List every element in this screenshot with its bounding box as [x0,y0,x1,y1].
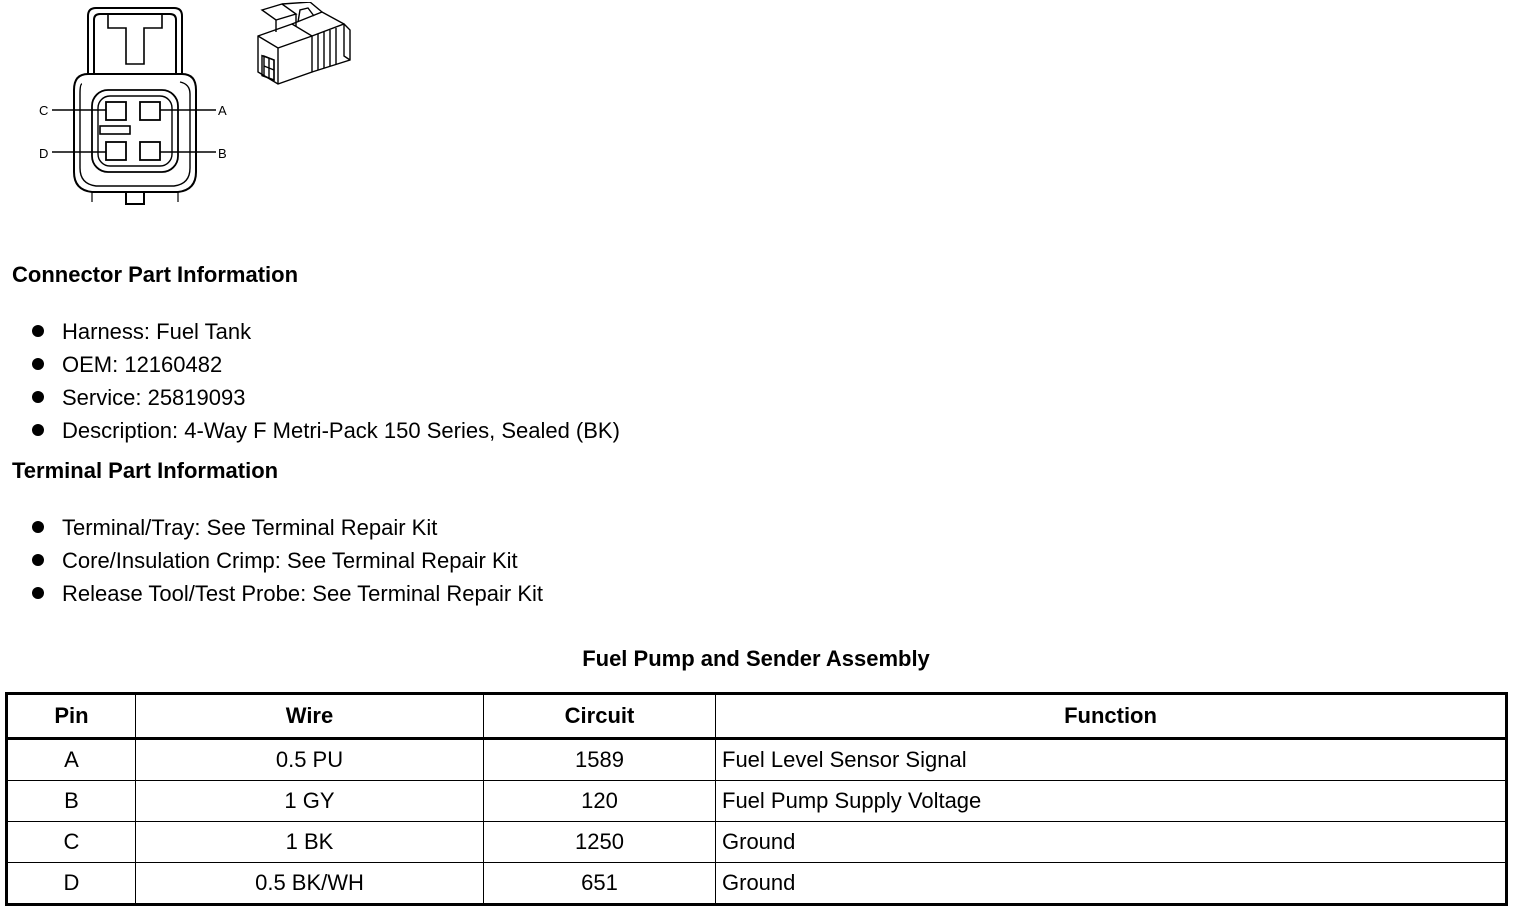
cell-circuit: 1250 [484,822,716,863]
cell-pin: D [7,863,136,905]
connector-part-info-list [30,315,620,447]
table-row [7,781,1507,822]
table-title: Fuel Pump and Sender Assembly [582,646,930,671]
connector-isometric-illustration [252,2,356,88]
column-header-wire: Wire [136,694,484,739]
list-item: Harness: Fuel Tank [30,315,620,348]
column-header-function: Function [716,694,1507,739]
pin-table [5,692,1508,906]
column-header-pin: Pin [7,694,136,739]
cell-circuit: 120 [484,781,716,822]
list-item: Release Tool/Test Probe: See Terminal Repair Kit [30,577,543,610]
terminal-part-info-heading: Terminal Part Information [12,458,279,483]
cell-function: Fuel Pump Supply Voltage [716,781,1507,822]
cell-pin: B [7,781,136,822]
column-header-circuit: Circuit [484,694,716,739]
list-item: Terminal/Tray: See Terminal Repair Kit [30,511,543,544]
cell-wire: 1 BK [136,822,484,863]
cell-circuit: 1589 [484,739,716,781]
cell-pin: A [7,739,136,781]
cell-wire: 0.5 BK/WH [136,863,484,905]
cell-function: Ground [716,822,1507,863]
list-item: OEM: 12160482 [30,348,620,381]
connector-part-info-heading: Connector Part Information [12,262,299,287]
terminal-part-info-list [30,511,543,610]
cell-wire: 0.5 PU [136,739,484,781]
table-row [7,863,1507,905]
cell-function: Fuel Level Sensor Signal [716,739,1507,781]
pin-label-c: C [39,103,49,118]
pin-label-d: D [39,146,49,161]
cell-wire: 1 GY [136,781,484,822]
table-row [7,739,1507,781]
cell-pin: C [7,822,136,863]
list-item: Core/Insulation Crimp: See Terminal Repair Kit [30,544,543,577]
cell-function: Ground [716,863,1507,905]
cell-circuit: 651 [484,863,716,905]
table-row [7,822,1507,863]
list-item: Description: 4-Way F Metri-Pack 150 Series, Sealed (BK) [30,414,620,447]
pin-label-b: B [218,146,227,161]
list-item: Service: 25819093 [30,381,620,414]
connector-face-diagram [30,2,240,212]
table-header-row [7,694,1507,739]
pin-label-a: A [218,103,227,118]
